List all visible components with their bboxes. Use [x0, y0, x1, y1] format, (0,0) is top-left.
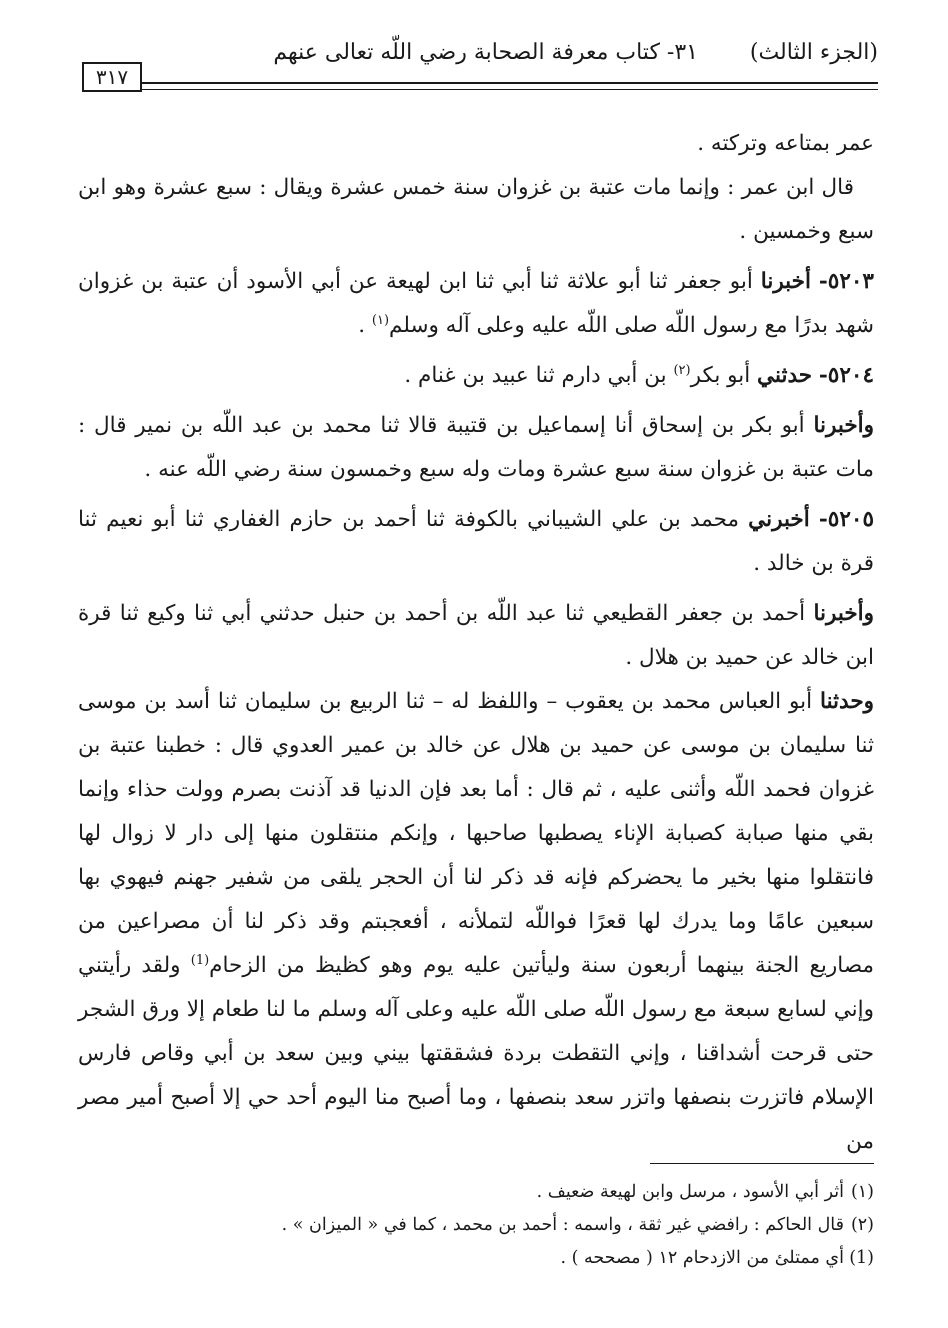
footnote-mark: (٢) — [850, 1215, 874, 1235]
footnote-item — [78, 1176, 874, 1209]
hadith-text: أبو جعفر ثنا أبو علاثة ثنا أبي ثنا ابن لهيعة عن أبي الأسود أن عتبة بن غزوان شهد بدرًا مع رسول اللّه صلى اللّه عليه وعلى آله وسلم — [78, 269, 874, 338]
footnote-separator — [650, 1163, 874, 1164]
paragraph-text: أبو بكر بن إسحاق أنا إسماعيل بن قتيبة قالا ثنا محمد بن عبد اللّه بن نمير قال : مات عتبة بن غزوان سنة سبع عشرة ومات وله سبع وخمسون سنة رضي اللّه عنه . — [78, 413, 874, 482]
hadith-number: ٥٢٠٣- — [818, 269, 874, 294]
footnote-text: قال الحاكم : رافضي غير ثقة ، واسمه : أحمد بن محمد ، كما في « الميزان » . — [281, 1215, 844, 1235]
running-header-title: ٣١- كتاب معرفة الصحابة رضي اللّه تعالى عنهم — [273, 40, 698, 65]
paragraph-ibn-umar: قال ابن عمر : وإنما مات عتبة بن غزوان سنة خمس عشرة ويقال : سبع عشرة وهو ابن سبع وخمسين . — [78, 175, 874, 244]
hadith-5203 — [78, 260, 874, 348]
footnote-mark: (1) — [849, 1248, 874, 1268]
paragraph-continuation: عمر بمتاعه وتركته . — [697, 131, 874, 156]
paragraph-haddathana — [78, 680, 874, 1164]
footnote-item — [78, 1242, 874, 1275]
hadith-number: ٥٢٠٤- — [818, 363, 874, 388]
hadith-lead-word: أخبرنا — [760, 269, 811, 294]
header-rule-thin — [142, 89, 878, 90]
running-header-volume: (الجزء الثالث) — [749, 40, 878, 65]
footnote-text: أي ممتلئ من الازدحام ١٢ ( مصححه ) . — [560, 1248, 844, 1268]
paragraph-akhbarana-1 — [78, 404, 874, 492]
hadith-lead-word: أخبرني — [748, 507, 810, 532]
hadith-text: أبو بكر — [690, 363, 751, 388]
hadith-lead-word: حدثني — [757, 363, 813, 388]
footnote-ref: (١) — [371, 312, 390, 328]
footnote-text: أثر أبي الأسود ، مرسل وابن لهيعة ضعيف . — [536, 1182, 844, 1202]
hadith-number: ٥٢٠٥- — [818, 507, 874, 532]
footnote-mark: (١) — [850, 1182, 874, 1202]
paragraph-text: أحمد بن جعفر القطيعي ثنا عبد اللّه بن أحمد بن حنبل حدثني أبي ثنا وكيع ثنا قرة ابن خالد عن حميد بن هلال . — [78, 601, 874, 670]
footnote-item — [78, 1209, 874, 1242]
footnote-ref: (٢) — [673, 362, 691, 378]
paragraph-lead-word: وحدثنا — [820, 689, 874, 714]
hadith-text-end: بن أبي دارم ثنا عبيد بن غنام . — [404, 363, 674, 388]
paragraph-text: أبو العباس محمد بن يعقوب – واللفظ له – ثنا الربيع بن سليمان ثنا أسد بن موسى ثنا سليمان بن موسى عن حميد بن هلال عن خالد بن عمير العدوي قال : خطبنا عتبة بن غزوان فحمد اللّه وأثنى عليه ، ثم قال : أما بعد فإن الدنيا قد آذنت بصرم وولت حذاء وإنما بقي منها صبابة كصبابة الإناء يصطبها صاحبها ، وإنكم منتقلون منها إلى دار لا زوال لها فانتقلوا منها بخير ما يحضركم فإنه قد ذكر لنا أن الحجر يلقى من شفير جهنم فيهوي بها سبعين عامًا وما يدرك لها قعرًا فواللّه لتملأنه ، أفعجبتم وقد ذكر لنا أن مصراعين من مصاريع الجنة بينهما أربعون سنة وليأتين عليه يوم وهو كظيظ من الزحام — [78, 689, 874, 978]
hadith-text: محمد بن علي الشيباني بالكوفة ثنا أحمد بن حازم الغفاري ثنا أبو نعيم ثنا قرة بن خالد . — [78, 507, 874, 576]
hadith-5204 — [78, 354, 874, 398]
footnotes — [78, 1176, 874, 1275]
paragraph-lead-word: وأخبرنا — [813, 413, 874, 438]
header-rule-thick — [142, 82, 878, 84]
paragraph-lead-word: وأخبرنا — [813, 601, 874, 626]
hadith-5205 — [78, 498, 874, 586]
paragraph-akhbarana-2 — [78, 592, 874, 680]
page-number: ٣١٧ — [82, 62, 142, 92]
paragraph-text-cont: ولقد رأيتني وإني لسابع سبعة مع رسول اللّه صلى اللّه عليه وعلى آله وسلم ما لنا طعام إلا ورق الشجر حتى قرحت أشداقنا ، وإني التقطت بردة فشققتها بيني وبين سعد بن أبي وقاص فارس الإسلام فاتزرت بنصفها واتزر سعد بنصفها ، وما أصبح منا اليوم أحد حي إلا أصبح أمير مصر من — [78, 953, 874, 1154]
footnote-ref: (1) — [190, 952, 210, 968]
hadith-text-end: . — [358, 313, 372, 338]
main-text — [78, 122, 874, 1164]
